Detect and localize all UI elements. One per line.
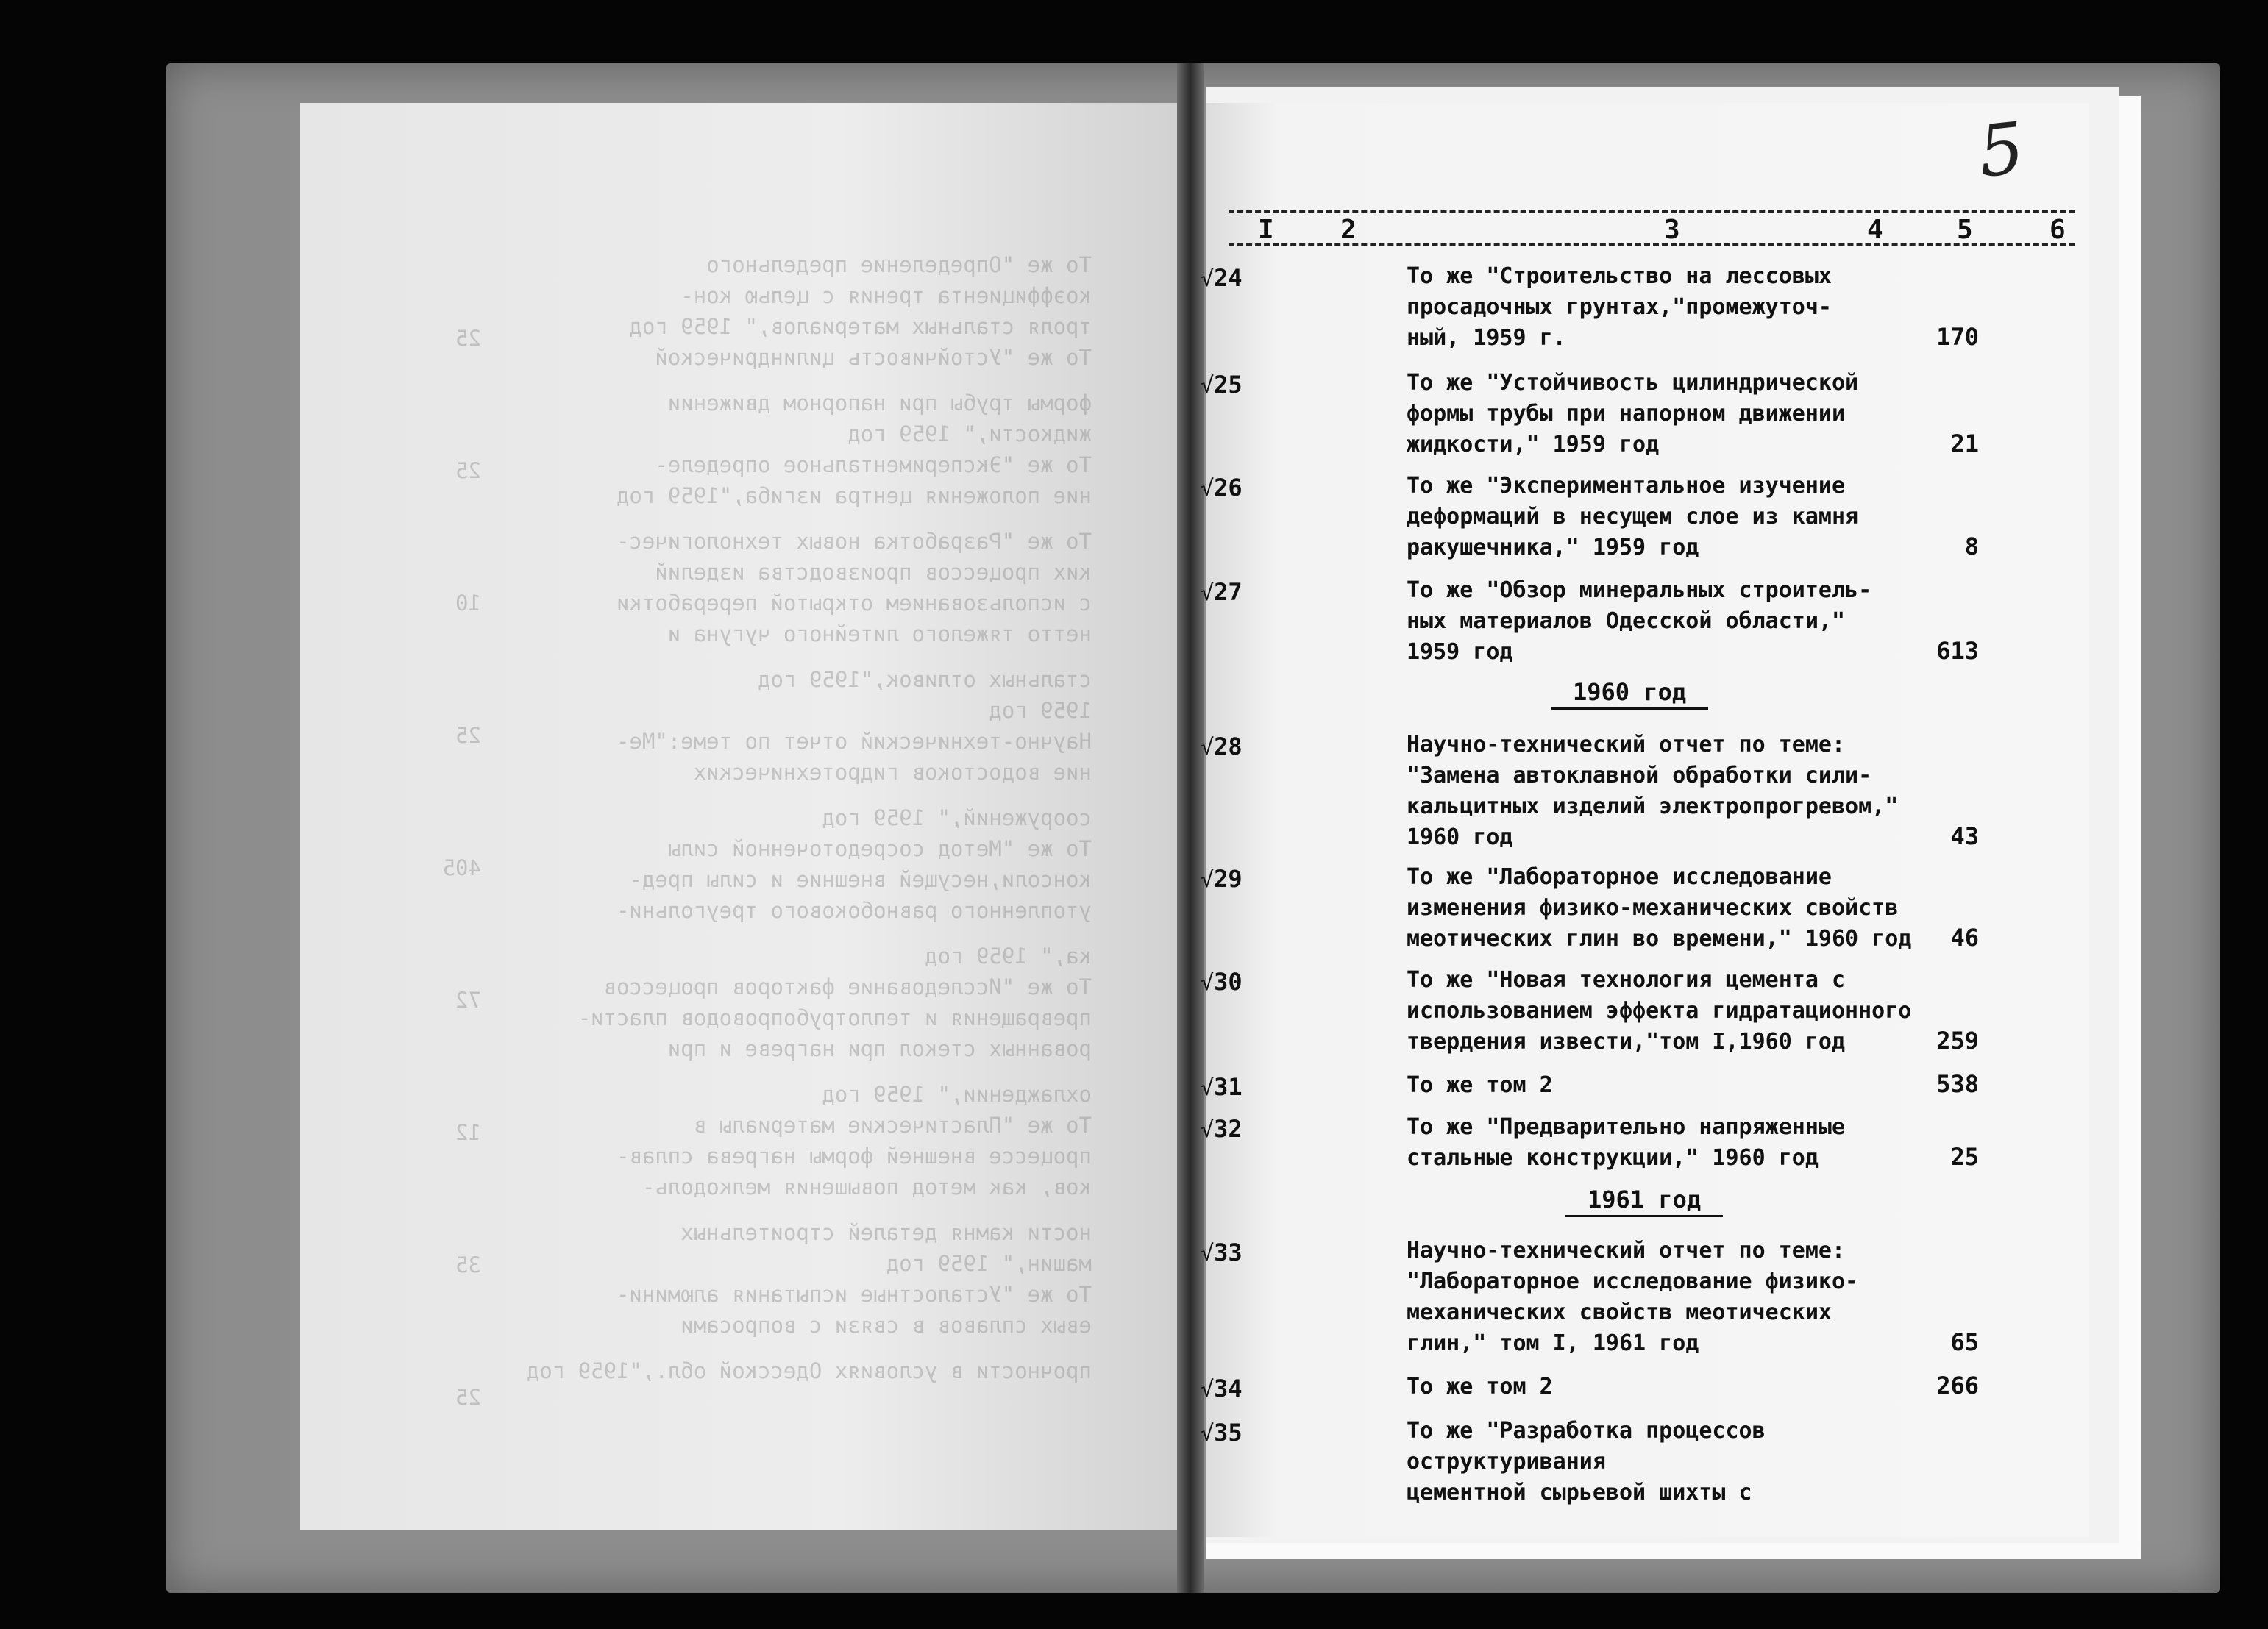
entry-page-count: 613	[1936, 637, 1979, 665]
bleed-line: утопленного равнобокового треугольни-	[616, 898, 1092, 923]
column-header-1: I	[1258, 215, 1274, 245]
bleed-line: 1959 год	[989, 698, 1092, 723]
column-header-4: 4	[1867, 215, 1883, 245]
entry-title: Научно-технический отчет по теме: "Замена автоклавной обработки сили- кальцитных изделий электропрогревом," 1960 год	[1407, 732, 1899, 850]
entry-number: √31	[1201, 1073, 1243, 1101]
entry-title: Научно-технический отчет по теме: "Лабораторное исследование физико- механических свойств меотических глин," том I, 1961 год	[1407, 1238, 1859, 1356]
bleed-through-text	[300, 103, 1202, 1530]
bleed-value: 35	[455, 1252, 481, 1277]
bleed-line: нетто тяжелого литейного чугуна и	[667, 621, 1092, 646]
bleed-line: формы трубы при напорном движении	[667, 391, 1092, 416]
entry-title: То же том 2	[1407, 1374, 1553, 1400]
bleed-line: ние водостоков гидротехнических	[693, 760, 1092, 785]
bleed-line: жидкости," 1959 год	[847, 421, 1092, 446]
bleed-line: прочности в условиях Одесской обл.,"1959 год	[526, 1358, 1092, 1383]
bleed-line: машин," 1959 год	[886, 1251, 1092, 1276]
bleed-line: троля стальных материалов," 1959 год	[629, 314, 1092, 339]
entry-page-count: 46	[1950, 924, 1979, 952]
bleed-line: То же "Разработка новых технологичес-	[616, 529, 1092, 554]
bleed-line: То же "Экспериментальное определе-	[655, 452, 1092, 477]
entry-number: √32	[1201, 1115, 1243, 1143]
bleed-line: То же "Метод сосредоточенной силы	[667, 836, 1092, 861]
entry-page-count: 538	[1936, 1070, 1979, 1098]
entry-number: √33	[1201, 1238, 1243, 1266]
bleed-value: 25	[455, 723, 481, 748]
entry-title: То же "Разработка процессов оструктуривания цементной сырьевой шихты с	[1407, 1418, 1766, 1505]
column-header-5: 5	[1957, 215, 1973, 245]
entry-title: То же "Обзор минеральных строитель- ных материалов Одесской области," 1959 год	[1407, 577, 1872, 665]
bleed-line: ких процессов производства изделий	[655, 560, 1092, 585]
entry-page-count: 43	[1950, 822, 1979, 850]
entry-number: √30	[1201, 968, 1243, 996]
entry-number: √25	[1201, 371, 1243, 399]
entry-number: √29	[1201, 865, 1243, 893]
header-rule-bottom	[1229, 243, 2075, 246]
bleed-line: охлаждении," 1959 год	[822, 1082, 1092, 1107]
bleed-value: 25	[455, 326, 481, 351]
bleed-line: То же "Устойчивость цилиндрической	[655, 345, 1092, 370]
entry-page-count: 170	[1936, 323, 1979, 351]
entry-page-count: 65	[1950, 1328, 1979, 1356]
bleed-value: 10	[455, 591, 481, 616]
bleed-line: процессе внешней формы нагрева сплав-	[616, 1144, 1092, 1169]
column-header-3: 3	[1664, 215, 1680, 245]
bleed-line: Научно-технический отчет по теме:"Ме-	[616, 729, 1092, 754]
entry-title: То же "Лабораторное исследование изменения физико-механических свойств меотических глин во времени," 1960 год	[1407, 864, 1912, 952]
bleed-line: сооружений," 1959 год	[822, 805, 1092, 830]
entry-number: √28	[1201, 732, 1243, 760]
column-header-6: 6	[2050, 215, 2066, 245]
column-header-2: 2	[1340, 215, 1357, 245]
bleed-value: 405	[442, 855, 481, 880]
bleed-line: То же "Усталостные испытания алюмини-	[616, 1282, 1092, 1307]
bleed-line: стальных отливок,"1959 год	[758, 667, 1092, 692]
bleed-value: 12	[455, 1120, 481, 1145]
bleed-line: с использованием открытой переработки	[616, 591, 1092, 616]
entry-title: То же "Строительство на лессовых просадочных грунтах,"промежуточ- ный, 1959 г.	[1407, 263, 1832, 351]
entry-number: √24	[1201, 264, 1243, 292]
bleed-value: 72	[455, 988, 481, 1013]
book-spine	[1177, 63, 1204, 1593]
bleed-line: консоли,несущей внешние и силы пред-	[629, 867, 1092, 892]
bleed-value: 25	[455, 1385, 481, 1410]
page-number: 5	[1974, 107, 2028, 193]
bleed-line: ности камня деталей строительных	[680, 1220, 1092, 1245]
left-page	[300, 103, 1202, 1530]
bleed-line: превращения и теплотрубопроводов пласти-	[577, 1005, 1092, 1030]
bleed-line: рованных стекол при нагреве и при	[667, 1036, 1092, 1061]
entry-title: То же том 2	[1407, 1072, 1553, 1098]
entry-title: То же "Экспериментальное изучение деформаций в несущем слое из камня ракушечника," 1959 год	[1407, 473, 1859, 560]
entry-page-count: 259	[1936, 1027, 1979, 1055]
bleed-line: То же "Пластические материалы в	[693, 1113, 1092, 1138]
entry-page-count: 8	[1964, 532, 1979, 560]
entry-page-count: 266	[1936, 1372, 1979, 1400]
bleed-line: То же "Исследование факторов процессов	[603, 974, 1092, 999]
bleed-value: 25	[455, 458, 481, 483]
bleed-line: ков, как метод повышения мелкодоль-	[641, 1174, 1092, 1200]
year-heading-1960: 1960 год	[1551, 678, 1708, 710]
entry-title: То же "Предварительно напряженные стальные конструкции," 1960 год	[1407, 1114, 1846, 1171]
entry-title: То же "Устойчивость цилиндрической формы трубы при напорном движении жидкости," 1959 год	[1407, 370, 1859, 457]
entry-number: √34	[1201, 1375, 1243, 1402]
entry-title: То же "Новая технология цемента с использованием эффекта гидратационного твердения извести,"том I,1960 год	[1407, 967, 1912, 1055]
entry-number: √26	[1201, 474, 1243, 502]
entry-number: √35	[1201, 1419, 1243, 1447]
bleed-line: ка," 1959 год	[925, 944, 1092, 969]
bleed-line: То же "Определение предельного	[706, 252, 1092, 277]
header-rule-top	[1229, 210, 2075, 213]
bleed-line: ние положения центра изгиба,"1959 год	[616, 483, 1092, 508]
entry-page-count: 25	[1950, 1143, 1979, 1171]
bleed-line: коэффициента трения с целью кон-	[680, 283, 1092, 308]
entry-page-count: 21	[1950, 429, 1979, 457]
bleed-line: евых сплавов в связи с вопросами	[680, 1313, 1092, 1338]
year-heading-1961: 1961 год	[1565, 1186, 1723, 1217]
entry-number: √27	[1201, 578, 1243, 606]
